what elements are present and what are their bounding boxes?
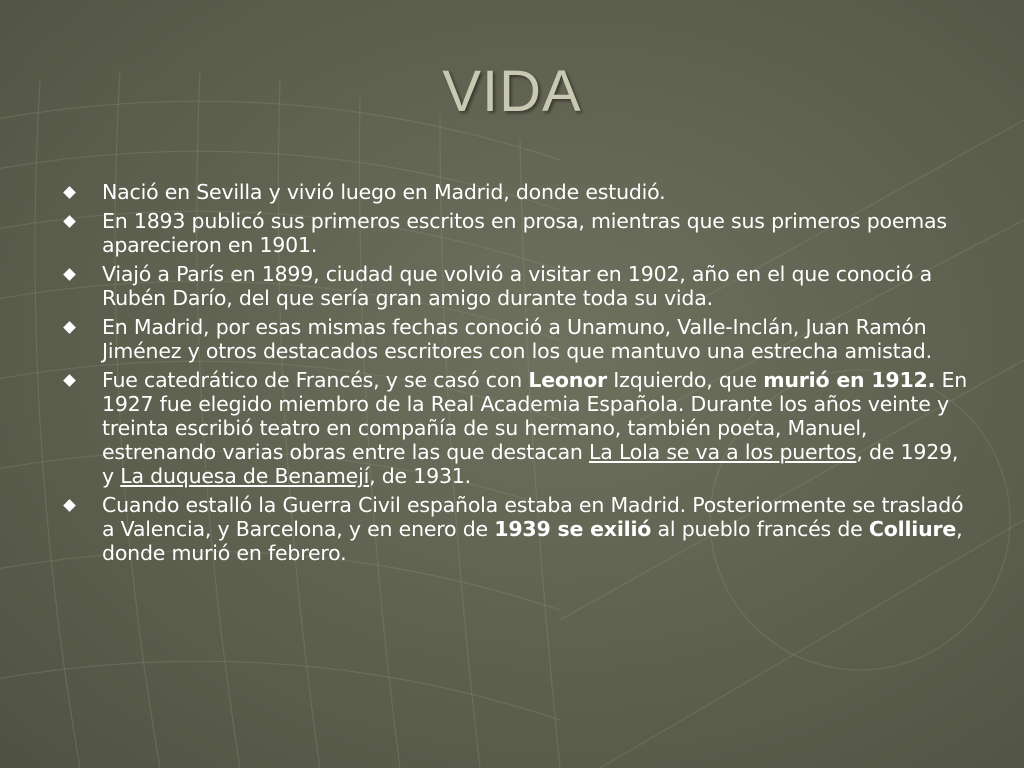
bullet-text: Viajó a París en 1899, ciudad que volvió a visitar en 1902, año en el que conoció a Rubén Darío, del que sería gran amigo durante toda su vida. [102,262,932,310]
bullet-item [60,493,970,565]
diamond-bullet-icon [63,215,76,228]
bullet-text: En Madrid, por esas mismas fechas conoció a Unamuno, Valle-Inclán, Juan Ramón Jiménez y otros destacados escritores con los que mantuvo una estrecha amistad. [102,315,932,363]
bold-text: Leonor [528,368,607,392]
bullet-item [60,315,970,363]
bullet-item [60,262,970,310]
diamond-bullet-icon [63,186,76,199]
diamond-bullet-icon [63,321,76,334]
diamond-bullet-icon [63,374,76,387]
underlined-title: La duquesa de Benamejí [120,464,370,488]
bullet-list [60,180,970,570]
bold-text: Colliure [868,517,957,541]
bullet-text: , donde murió en febrero. [102,517,963,565]
bullet-text: Izquierdo, que [606,368,764,392]
bullet-text: En 1893 publicó sus primeros escritos en prosa, mientras que sus primeros poemas aparecieron en 1901. [102,209,947,257]
bullet-text: , de 1931. [369,464,471,488]
bullet-text: En 1927 fue elegido miembro de la Real Academia Española. Durante los años veinte y treinta escribió teatro en compañía de su hermano, también poeta, Manuel, estrenando varias obras entre las que destacan [102,368,968,464]
bullet-text: al pueblo francés de [651,517,869,541]
bullet-text: Nació en Sevilla y vivió luego en Madrid, donde estudió. [102,180,666,204]
bullet-item [60,368,970,488]
bullet-text: Fue catedrático de Francés, y se casó con [102,368,529,392]
underlined-title: La Lola se va a los puertos [589,440,857,464]
diamond-bullet-icon [63,499,76,512]
bullet-text: , de 1929, y [102,440,959,488]
bullet-text: Cuando estalló la Guerra Civil española estaba en Madrid. Posteriormente se trasladó a Valencia, y Barcelona, y en enero de [102,493,964,541]
bullet-item [60,209,970,257]
diamond-bullet-icon [63,268,76,281]
bullet-item [60,180,970,204]
bold-text: murió en 1912. [763,368,936,392]
bold-text: 1939 se exilió [494,517,652,541]
slide-title: VIDA [442,59,582,124]
